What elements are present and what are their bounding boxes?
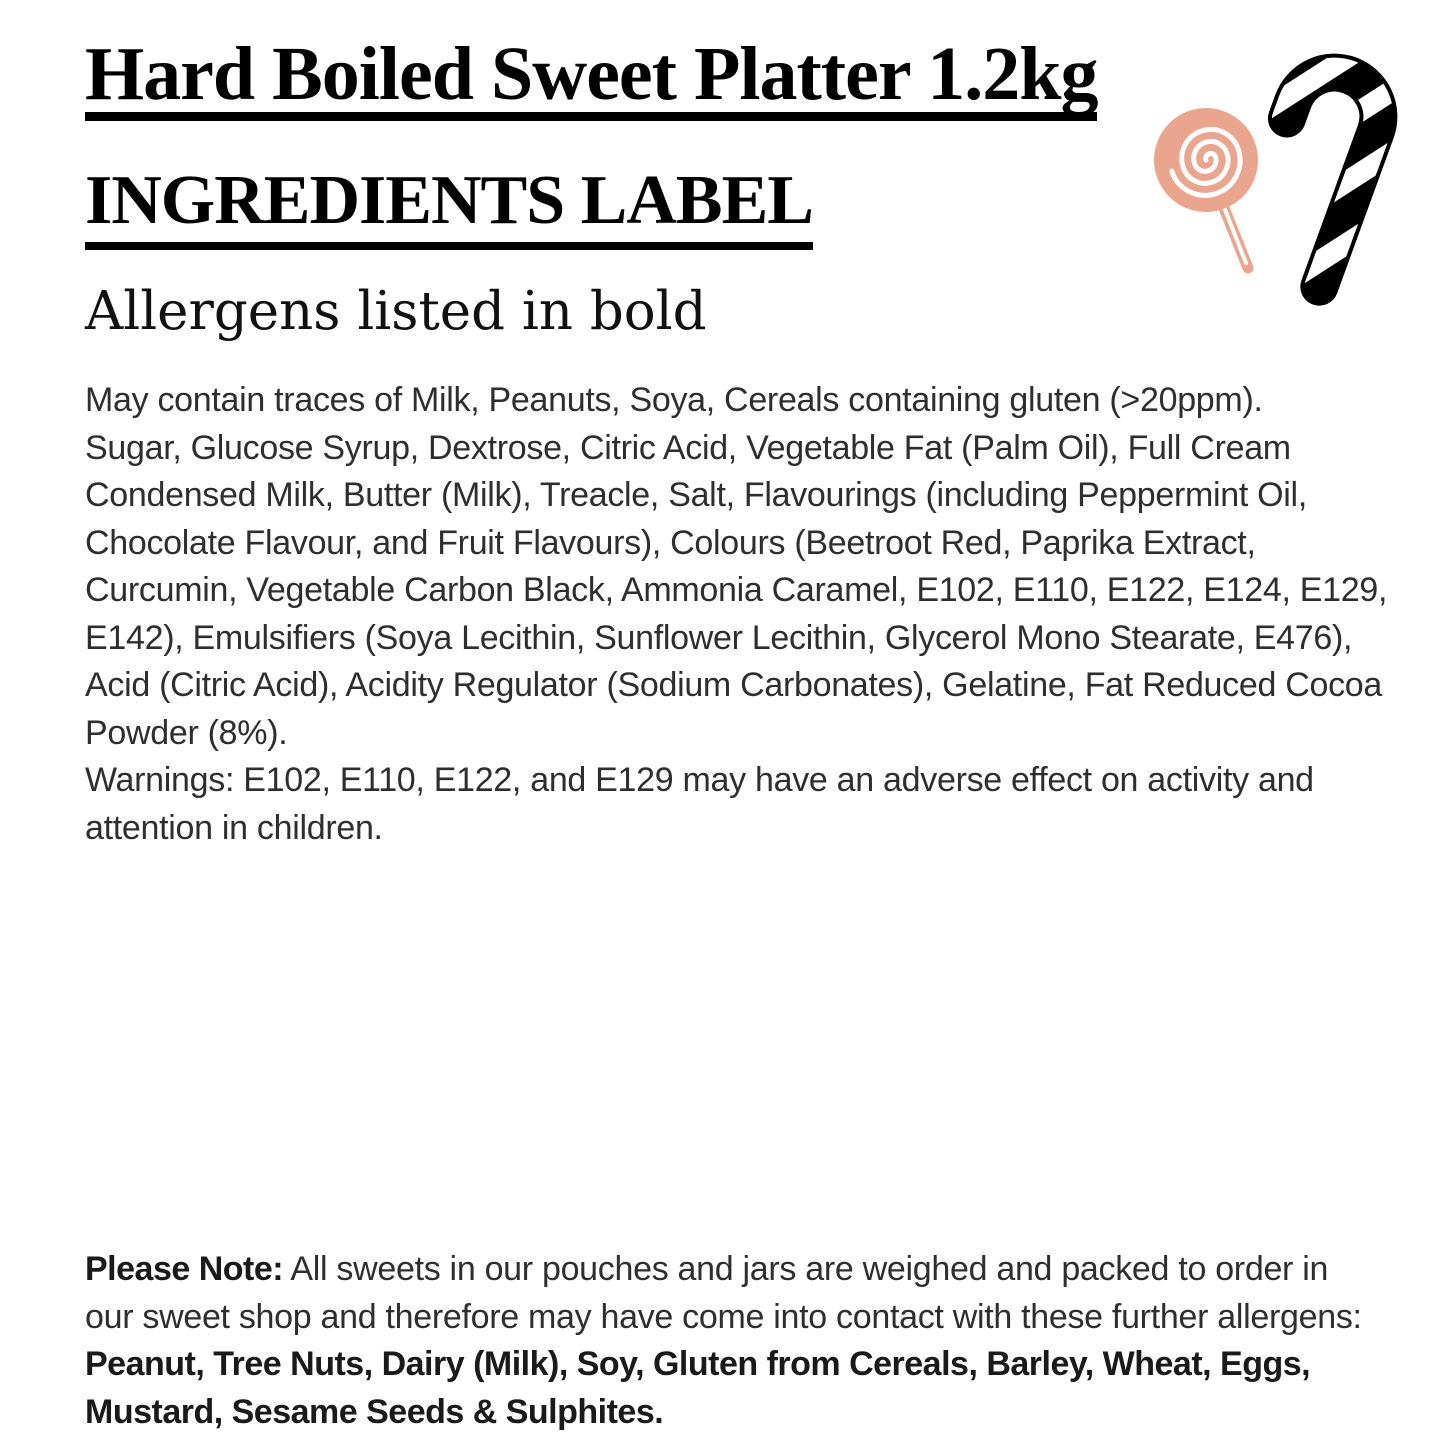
please-note-text	[85, 1246, 1362, 1436]
further-allergens-line: Mustard, Sesame Seeds & Sulphites.	[85, 1392, 664, 1431]
ingredients-line: Powder (8%).	[85, 713, 288, 752]
ingredients-line: May contain traces of Milk, Peanuts, Soya, Cereals containing gluten (>20ppm).	[85, 381, 1263, 419]
page-title: Hard Boiled Sweet Platter 1.2kg	[85, 36, 1097, 121]
please-note-label: Please Note:	[85, 1250, 284, 1288]
please-note-line	[85, 1246, 1362, 1294]
ingredients-text	[85, 377, 1387, 852]
ingredients-line: Sugar, Glucose Syrup, Dextrose, Citric Acid, Vegetable Fat (Palm Oil), Full Cream	[85, 428, 1291, 467]
please-note-line: our sweet shop and therefore may have come into contact with these further allergens:	[85, 1297, 1362, 1336]
candy-icons	[1140, 40, 1430, 310]
ingredients-line: Curcumin, Vegetable Carbon Black, Ammonia Caramel, E102, E110, E122, E124, E129,	[85, 571, 1388, 609]
warnings-line: Warnings: E102, E110, E122, and E129 may have an adverse effect on activity and	[85, 761, 1314, 799]
ingredients-label-subtitle: INGREDIENTS LABEL	[85, 166, 813, 250]
ingredients-line: Chocolate Flavour, and Fruit Flavours), Colours (Beetroot Red, Paprika Extract,	[85, 523, 1256, 562]
ingredients-line: Acid (Citric Acid), Acidity Regulator (Sodium Carbonates), Gelatine, Fat Reduced Cocoa	[85, 666, 1383, 704]
warnings-line: attention in children.	[85, 808, 383, 847]
ingredients-line: Condensed Milk, Butter (Milk), Treacle, Salt, Flavourings (including Peppermint Oil,	[85, 476, 1307, 514]
ingredients-line: E142), Emulsifiers (Soya Lecithin, Sunflower Lecithin, Glycerol Mono Stearate, E476),	[85, 618, 1353, 657]
further-allergens-line: Peanut, Tree Nuts, Dairy (Milk), Soy, Gluten from Cereals, Barley, Wheat, Eggs,	[85, 1345, 1311, 1383]
allergens-note-heading: Allergens listed in bold	[85, 281, 707, 342]
please-note-rest: All sweets in our pouches and jars are weighed and packed to order in	[283, 1250, 1329, 1288]
